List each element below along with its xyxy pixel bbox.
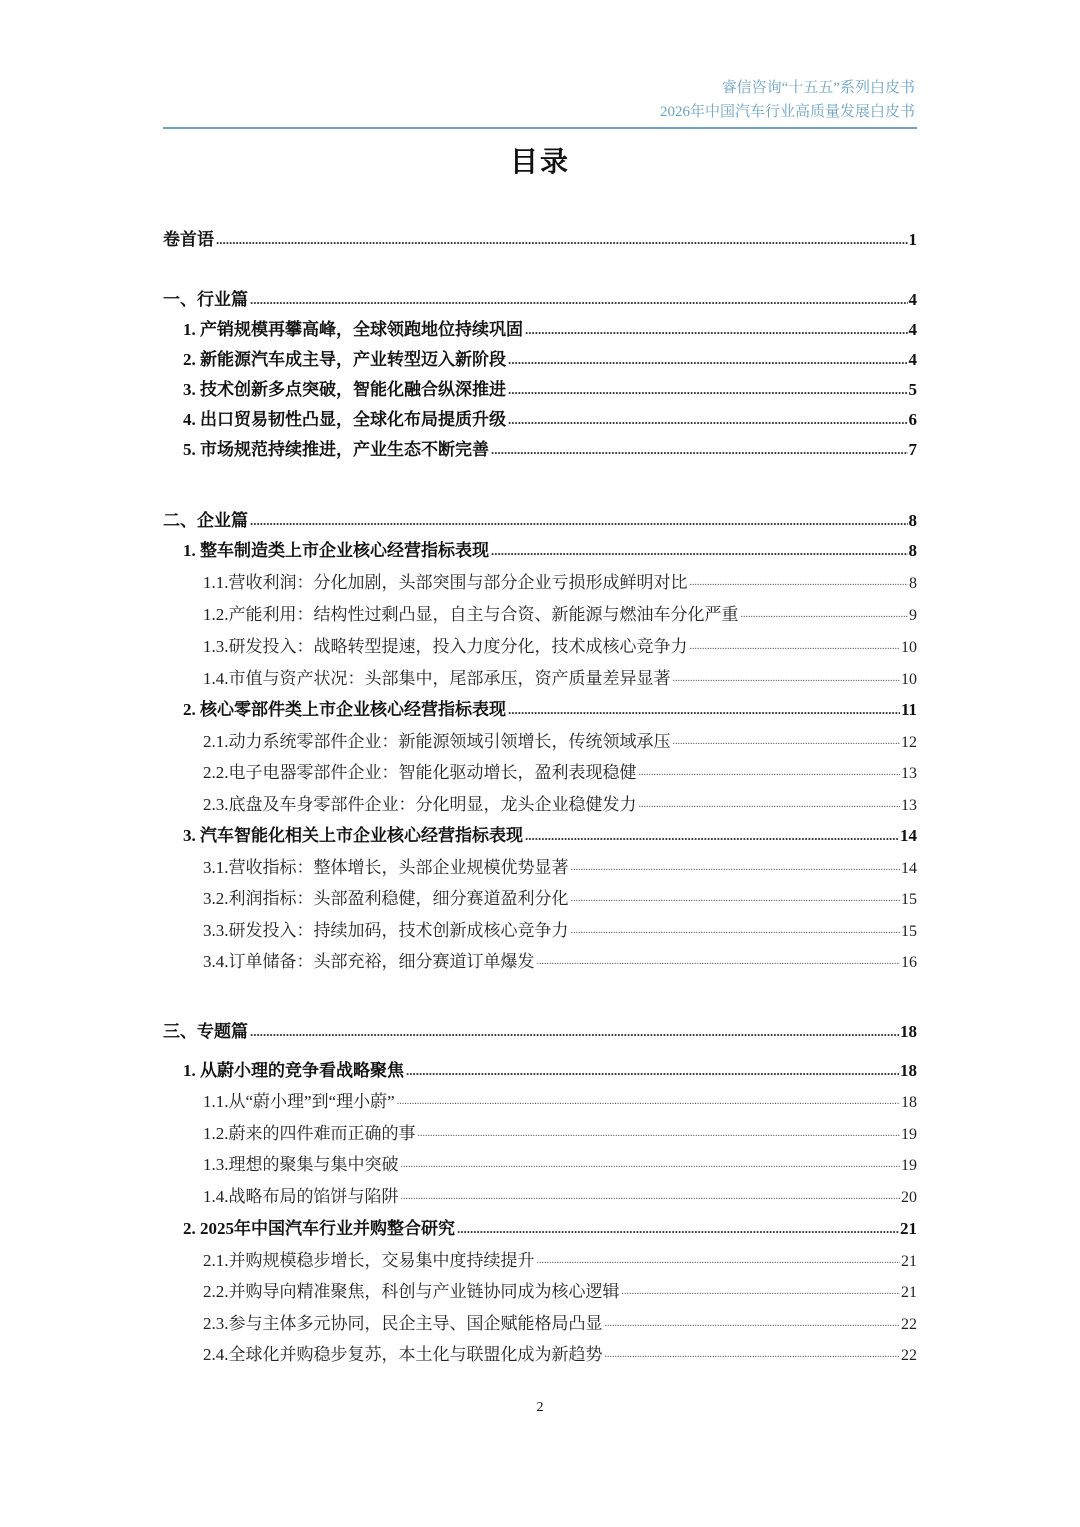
toc-entry-label: 1. 整车制造类上市企业核心经营指标表现 — [183, 541, 489, 560]
toc-entry-label: 2. 新能源汽车成主导，产业转型迈入新阶段 — [183, 350, 506, 369]
toc-dot-leader — [401, 1187, 901, 1207]
toc-entry-page: 4 — [908, 350, 917, 369]
toc-entry[interactable] — [163, 503, 917, 531]
toc-entry-label: 2.3.底盘及车身零部件企业：分化明显，龙头企业稳健发力 — [203, 795, 637, 814]
toc-entry-page: 15 — [901, 923, 917, 940]
toc-dot-leader — [605, 1345, 901, 1365]
toc-dot-leader — [639, 795, 901, 815]
toc-dot-leader — [673, 732, 901, 752]
toc-entry[interactable] — [163, 402, 917, 430]
running-header — [660, 76, 915, 124]
toc-entry-page: 15 — [901, 891, 917, 908]
toc-entry-label: 2. 2025年中国汽车行业并购整合研究 — [183, 1219, 455, 1238]
toc-entry[interactable] — [163, 755, 917, 783]
toc-entry[interactable] — [163, 597, 917, 625]
toc-entry-label: 1.1.从“蔚小理”到“理小蔚” — [203, 1092, 395, 1111]
toc-entry[interactable] — [163, 724, 917, 752]
toc-dot-leader — [491, 541, 908, 561]
toc-entry-label: 3.4.订单储备：头部充裕，细分赛道订单爆发 — [203, 952, 535, 971]
toc-entry[interactable] — [163, 1306, 917, 1334]
toc-dot-leader — [622, 1282, 901, 1302]
toc-entry[interactable] — [163, 850, 917, 878]
toc-dot-leader — [250, 1022, 899, 1042]
toc-entry-page: 8 — [909, 575, 917, 592]
toc-entry-page: 21 — [900, 1219, 917, 1238]
toc-entry[interactable] — [163, 1211, 917, 1239]
header-divider — [163, 127, 917, 129]
toc-entry-page: 16 — [901, 954, 917, 971]
toc-entry-label: 1.3.研发投入：战略转型提速，投入力度分化，技术成核心竞争力 — [203, 637, 688, 656]
toc-entry-page: 4 — [908, 320, 917, 339]
toc-entry-page: 21 — [901, 1253, 917, 1270]
toc-entry-label: 2.3.参与主体多元协同，民企主导、国企赋能格局凸显 — [203, 1314, 603, 1333]
toc-dot-leader — [690, 637, 901, 657]
toc-entry-label: 3. 技术创新多点突破，智能化融合纵深推进 — [183, 380, 506, 399]
toc-entry[interactable] — [163, 1243, 917, 1271]
toc-entry-label: 1.1.营收利润：分化加剧，头部突围与部分企业亏损形成鲜明对比 — [203, 573, 688, 592]
toc-entry-label: 1. 产销规模再攀高峰，全球领跑地位持续巩固 — [183, 320, 523, 339]
toc-entry[interactable] — [163, 312, 917, 340]
toc-entry-label: 1.4.战略布局的馅饼与陷阱 — [203, 1187, 399, 1206]
toc-entry[interactable] — [163, 432, 917, 460]
toc-entry[interactable] — [163, 881, 917, 909]
toc-entry[interactable] — [163, 692, 917, 720]
toc-entry-label: 1.3.理想的聚集与集中突破 — [203, 1155, 399, 1174]
toc-dot-leader — [690, 573, 909, 593]
toc-entry-label: 1. 从蔚小理的竞争看战略聚焦 — [183, 1061, 404, 1080]
toc-entry-page: 4 — [908, 290, 917, 309]
toc-dot-leader — [508, 380, 908, 400]
toc-dot-leader — [250, 511, 908, 531]
toc-dot-leader — [639, 763, 901, 783]
toc-entry-label: 卷首语 — [163, 230, 214, 249]
toc-entry-page: 6 — [908, 410, 917, 429]
toc-dot-leader — [457, 1219, 899, 1239]
toc-entry-page: 18 — [900, 1061, 917, 1080]
toc-entry-page: 13 — [901, 765, 917, 782]
toc-entry[interactable] — [163, 818, 917, 846]
toc-entry[interactable] — [163, 1337, 917, 1365]
toc-dot-leader — [250, 290, 908, 310]
toc-entry-page: 11 — [900, 700, 917, 719]
toc-entry-label: 2.1.动力系统零部件企业：新能源领域引领增长，传统领域承压 — [203, 732, 671, 751]
toc-entry-label: 2. 核心零部件类上市企业核心经营指标表现 — [183, 700, 506, 719]
toc-entry-page: 8 — [908, 541, 917, 560]
toc-dot-leader — [525, 826, 899, 846]
toc-entry[interactable] — [163, 661, 917, 689]
toc-entry[interactable] — [163, 222, 917, 250]
toc-dot-leader — [401, 1155, 901, 1175]
toc-dot-leader — [571, 921, 901, 941]
toc-entry-page: 14 — [901, 860, 917, 877]
toc-dot-leader — [741, 605, 909, 625]
toc-entry-page: 9 — [909, 607, 917, 624]
toc-entry[interactable] — [163, 1014, 917, 1042]
toc-entry-label: 4. 出口贸易韧性凸显，全球化布局提质升级 — [183, 410, 506, 429]
toc-dot-leader — [418, 1124, 901, 1144]
toc-entry-label: 1.2.蔚来的四件难而正确的事 — [203, 1124, 416, 1143]
toc-entry-label: 5. 市场规范持续推进，产业生态不断完善 — [183, 440, 489, 459]
toc-entry-page: 14 — [900, 826, 917, 845]
toc-entry[interactable] — [163, 629, 917, 657]
toc-entry[interactable] — [163, 533, 917, 561]
toc-entry-page: 10 — [901, 671, 917, 688]
toc-entry[interactable] — [163, 1084, 917, 1112]
toc-entry[interactable] — [163, 1053, 917, 1081]
toc-entry-page: 18 — [900, 1022, 917, 1041]
toc-dot-leader — [508, 410, 908, 430]
toc-entry-label: 2.2.并购导向精准聚焦，科创与产业链协同成为核心逻辑 — [203, 1282, 620, 1301]
toc-entry[interactable] — [163, 944, 917, 972]
toc-entry-page: 22 — [901, 1316, 917, 1333]
toc-entry[interactable] — [163, 372, 917, 400]
toc-entry-page: 13 — [901, 797, 917, 814]
toc-entry-label: 3. 汽车智能化相关上市企业核心经营指标表现 — [183, 826, 523, 845]
toc-dot-leader — [397, 1092, 900, 1112]
toc-entry-label: 3.1.营收指标：整体增长，头部企业规模优势显著 — [203, 858, 569, 877]
toc-entry-page: 22 — [901, 1347, 917, 1364]
page-number: 2 — [536, 1400, 544, 1415]
toc-entry-page: 1 — [908, 230, 917, 249]
toc-entry-page: 7 — [908, 440, 917, 459]
toc-entry-label: 一、行业篇 — [163, 290, 248, 309]
toc-entry[interactable] — [163, 787, 917, 815]
toc-entry-page: 21 — [901, 1284, 917, 1301]
toc-entry-label: 2.1.并购规模稳步增长，交易集中度持续提升 — [203, 1251, 535, 1270]
toc-dot-leader — [525, 320, 908, 340]
toc-entry[interactable] — [163, 282, 917, 310]
toc-dot-leader — [537, 1251, 901, 1271]
toc-dot-leader — [571, 858, 901, 878]
toc-entry[interactable] — [163, 913, 917, 941]
toc-entry[interactable] — [163, 565, 917, 593]
toc-dot-leader — [508, 350, 908, 370]
toc-entry[interactable] — [163, 1116, 917, 1144]
toc-entry-label: 2.2.电子电器零部件企业：智能化驱动增长，盈利表现稳健 — [203, 763, 637, 782]
toc-entry-page: 19 — [901, 1126, 917, 1143]
toc-entry-label: 3.2.利润指标：头部盈利稳健，细分赛道盈利分化 — [203, 889, 569, 908]
toc-dot-leader — [605, 1314, 901, 1334]
toc-entry-label: 三、专题篇 — [163, 1022, 248, 1041]
toc-dot-leader — [537, 952, 901, 972]
toc-dot-leader — [406, 1061, 899, 1081]
page-title: 目录 — [509, 147, 570, 178]
toc-entry-page: 12 — [901, 734, 917, 751]
toc-entry-label: 1.4.市值与资产状况：头部集中，尾部承压，资产质量差异显著 — [203, 669, 671, 688]
toc-entry-page: 5 — [908, 380, 917, 399]
toc-entry-page: 20 — [901, 1189, 917, 1206]
toc-entry-label: 1.2.产能利用：结构性过剩凸显，自主与合资、新能源与燃油车分化严重 — [203, 605, 739, 624]
toc-entry-label: 2.4.全球化并购稳步复苏，本土化与联盟化成为新趋势 — [203, 1345, 603, 1364]
toc-entry-page: 19 — [901, 1157, 917, 1174]
toc-dot-leader — [673, 669, 901, 689]
toc-dot-leader — [491, 440, 908, 460]
header-series-title: 睿信咨询“十五五”系列白皮书 — [721, 80, 915, 96]
toc-entry-page: 8 — [908, 511, 917, 530]
toc-entry[interactable] — [163, 1147, 917, 1175]
toc-entry[interactable] — [163, 1274, 917, 1302]
toc-entry-page: 18 — [901, 1094, 917, 1111]
toc-entry-label: 二、企业篇 — [163, 511, 248, 530]
toc-dot-leader — [508, 700, 900, 720]
header-report-title: 2026年中国汽车行业高质量发展白皮书 — [659, 104, 915, 120]
toc-entry[interactable] — [163, 342, 917, 370]
toc-entry[interactable] — [163, 1179, 917, 1207]
toc-entry-page: 10 — [901, 639, 917, 656]
toc-entry-label: 3.3.研发投入：持续加码，技术创新成核心竞争力 — [203, 921, 569, 940]
toc-dot-leader — [571, 889, 901, 909]
toc-dot-leader — [216, 230, 908, 250]
